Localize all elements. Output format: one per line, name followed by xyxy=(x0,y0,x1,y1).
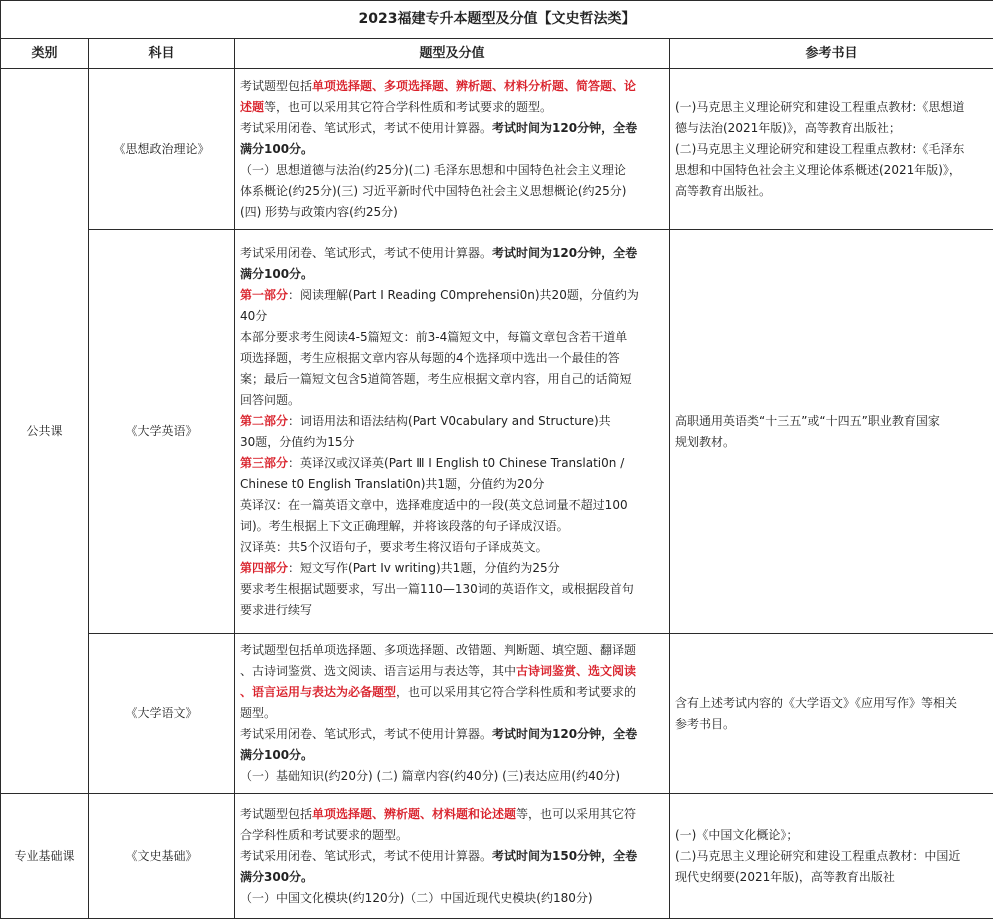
table-row xyxy=(1,794,993,919)
description-text: 40分 xyxy=(240,309,267,323)
reference-line: 现代史纲要(2021年版)，高等教育出版社 xyxy=(675,867,988,888)
reference-line: (二)马克思主义理论研究和建设工程重点教材：中国近 xyxy=(675,846,988,867)
reference-line: (二)马克思主义理论研究和建设工程重点教材:《毛泽东 xyxy=(675,139,988,160)
description-line xyxy=(240,579,664,600)
description-line xyxy=(240,369,664,390)
reference-line: 高等教育出版社。 xyxy=(675,181,988,202)
description-text: ：英译汉或汉译英(Part Ⅲ I English t0 Chinese Translati0n / xyxy=(288,456,624,470)
header-subject: 科目 xyxy=(89,39,235,69)
description-text: 等，也可以采用其它符 xyxy=(516,807,636,821)
subject-cell: 《文史基础》 xyxy=(89,794,235,919)
reference-line: 高职通用英语类“十三五”或“十四五”职业教育国家 xyxy=(675,411,988,432)
description-line xyxy=(240,411,664,432)
description-line xyxy=(240,867,664,888)
description-text: 要求考生根据试题要求，写出一篇110—130词的英语作文，或根据段首句 xyxy=(240,582,634,596)
description-line xyxy=(240,766,664,787)
description-text: (四) 形势与政策内容(约25分) xyxy=(240,205,398,219)
description-text: 考试时间为120分钟，全卷 xyxy=(492,121,637,135)
header-row xyxy=(1,39,993,69)
description-line xyxy=(240,181,664,202)
description-line xyxy=(240,264,664,285)
description-text: 考试采用闭卷、笔试形式，考试不使用计算器。 xyxy=(240,727,492,741)
description-text: 汉译英：共5个汉语句子，要求考生将汉语句子译成英文。 xyxy=(240,540,548,554)
subject-cell: 《大学语文》 xyxy=(89,634,235,794)
description-text: 题型。 xyxy=(240,706,276,720)
description-cell xyxy=(235,230,670,634)
description-text: ：短文写作(Part Iv writing)共1题，分值约为25分 xyxy=(288,561,560,575)
reference-line: (一)《中国文化概论》； xyxy=(675,825,988,846)
description-line xyxy=(240,600,664,621)
reference-cell xyxy=(670,230,993,634)
description-text: 考试题型包括单项选择题、多项选择题、改错题、判断题、填空题、翻译题 xyxy=(240,643,636,657)
description-line xyxy=(240,661,664,682)
category-cell: 专业基础课 xyxy=(1,794,89,919)
description-line xyxy=(240,474,664,495)
description-text: 本部分要求考生阅读4-5篇短文：前3-4篇短文中，每篇文章包含若干道单 xyxy=(240,330,627,344)
reference-line: 德与法治(2021年版)》，高等教育出版社； xyxy=(675,118,988,139)
description-text: 、语言运用与表达为必备题型 xyxy=(240,685,396,699)
reference-line: 含有上述考试内容的《大学语文》《应用写作》等相关 xyxy=(675,693,988,714)
description-line xyxy=(240,76,664,97)
description-cell xyxy=(235,794,670,919)
description-text: 第二部分 xyxy=(240,414,288,428)
description-text: 第三部分 xyxy=(240,456,288,470)
description-text: 等，也可以采用其它符合学科性质和考试要求的题型。 xyxy=(264,100,552,114)
table-row xyxy=(1,634,993,794)
description-text: 词)。考生根据上下文正确理解，并将该段落的句子译成汉语。 xyxy=(240,519,569,533)
description-text: 单项选择题、辨析题、材料题和论述题 xyxy=(312,807,516,821)
description-line xyxy=(240,432,664,453)
description-line xyxy=(240,306,664,327)
description-line xyxy=(240,804,664,825)
reference-line: 参考书目。 xyxy=(675,714,988,735)
description-text: 满分300分。 xyxy=(240,870,313,884)
description-cell xyxy=(235,69,670,230)
description-line xyxy=(240,390,664,411)
description-line xyxy=(240,724,664,745)
description-text: 第一部分 xyxy=(240,288,288,302)
reference-cell xyxy=(670,69,993,230)
header-question-types: 题型及分值 xyxy=(235,39,670,69)
description-line xyxy=(240,160,664,181)
description-text: 英译汉：在一篇英语文章中，选择难度适中的一段(英文总词量不超过100 xyxy=(240,498,628,512)
description-text: 案；最后一篇短文包含5道简答题，考生应根据文章内容，用自己的话简短 xyxy=(240,372,632,386)
reference-line: 规划教材。 xyxy=(675,432,988,453)
table-row xyxy=(1,69,993,230)
description-text: 满分100分。 xyxy=(240,267,313,281)
description-text: 考试题型包括 xyxy=(240,79,312,93)
description-text: 考试采用闭卷、笔试形式，考试不使用计算器。 xyxy=(240,246,492,260)
description-line xyxy=(240,888,664,909)
description-line xyxy=(240,846,664,867)
description-line xyxy=(240,745,664,766)
description-text: 考试采用闭卷、笔试形式，考试不使用计算器。 xyxy=(240,849,492,863)
description-text: （一）思想道德与法治(约25分)(二) 毛泽东思想和中国特色社会主义理论 xyxy=(240,163,626,177)
subject-cell: 《思想政治理论》 xyxy=(89,69,235,230)
description-line xyxy=(240,118,664,139)
description-text: 考试时间为150分钟，全卷 xyxy=(492,849,637,863)
description-text: Chinese t0 English Translati0n)共1题，分值约为20分 xyxy=(240,477,544,491)
reference-line: 思想和中国特色社会主义理论体系概述(2021年版)》， xyxy=(675,160,988,181)
header-reference-books: 参考书目 xyxy=(670,39,993,69)
description-cell xyxy=(235,634,670,794)
description-text: 项选择题，考生应根据文章内容从每题的4个选择项中选出一个最佳的答 xyxy=(240,351,620,365)
description-line xyxy=(240,285,664,306)
description-text: 体系概论(约25分)(三) 习近平新时代中国特色社会主义思想概论(约25分) xyxy=(240,184,626,198)
table-title: 2023福建专升本题型及分值【文史哲法类】 xyxy=(1,1,993,39)
description-text: 考试时间为120分钟，全卷 xyxy=(492,246,637,260)
description-line xyxy=(240,97,664,118)
description-line xyxy=(240,682,664,703)
description-text: 30题，分值约为15分 xyxy=(240,435,355,449)
description-text: ，也可以采用其它符合学科性质和考试要求的 xyxy=(396,685,636,699)
table-row xyxy=(1,230,993,634)
description-line xyxy=(240,516,664,537)
description-text: 满分100分。 xyxy=(240,142,313,156)
description-line xyxy=(240,825,664,846)
description-line xyxy=(240,348,664,369)
description-text: 满分100分。 xyxy=(240,748,313,762)
description-text: 古诗词鉴赏、选文阅读 xyxy=(516,664,636,678)
reference-cell xyxy=(670,634,993,794)
subject-cell: 《大学英语》 xyxy=(89,230,235,634)
description-line xyxy=(240,453,664,474)
description-line xyxy=(240,558,664,579)
description-text: 述题 xyxy=(240,100,264,114)
description-text: 、古诗词鉴赏、选文阅读、语言运用与表达等，其中 xyxy=(240,664,516,678)
description-text: 回答问题。 xyxy=(240,393,300,407)
description-text: 单项选择题、多项选择题、辨析题、材料分析题、简答题、论 xyxy=(312,79,636,93)
description-text: （一）中国文化模块(约120分)（二）中国近现代史模块(约180分) xyxy=(240,891,593,905)
description-line xyxy=(240,327,664,348)
description-text: 考试时间为120分钟，全卷 xyxy=(492,727,637,741)
description-line xyxy=(240,243,664,264)
header-category: 类别 xyxy=(1,39,89,69)
description-line xyxy=(240,703,664,724)
description-line xyxy=(240,495,664,516)
reference-line: (一)马克思主义理论研究和建设工程重点教材:《思想道 xyxy=(675,97,988,118)
description-text: 考试题型包括 xyxy=(240,807,312,821)
description-text: 合学科性质和考试要求的题型。 xyxy=(240,828,408,842)
category-cell: 公共课 xyxy=(1,69,89,794)
description-line xyxy=(240,537,664,558)
description-text: 第四部分 xyxy=(240,561,288,575)
description-line xyxy=(240,640,664,661)
description-text: 考试采用闭卷、笔试形式，考试不使用计算器。 xyxy=(240,121,492,135)
description-text: 要求进行续写 xyxy=(240,603,312,617)
description-text: ：阅读理解(Part I Reading C0mprehensi0n)共20题，分值约为 xyxy=(288,288,639,302)
reference-cell xyxy=(670,794,993,919)
description-text: （一）基础知识(约20分) (二) 篇章内容(约40分) (三)表达应用(约40分) xyxy=(240,769,620,783)
description-line xyxy=(240,202,664,223)
description-line xyxy=(240,139,664,160)
description-text: ：词语用法和语法结构(Part V0cabulary and Structure)共 xyxy=(288,414,611,428)
